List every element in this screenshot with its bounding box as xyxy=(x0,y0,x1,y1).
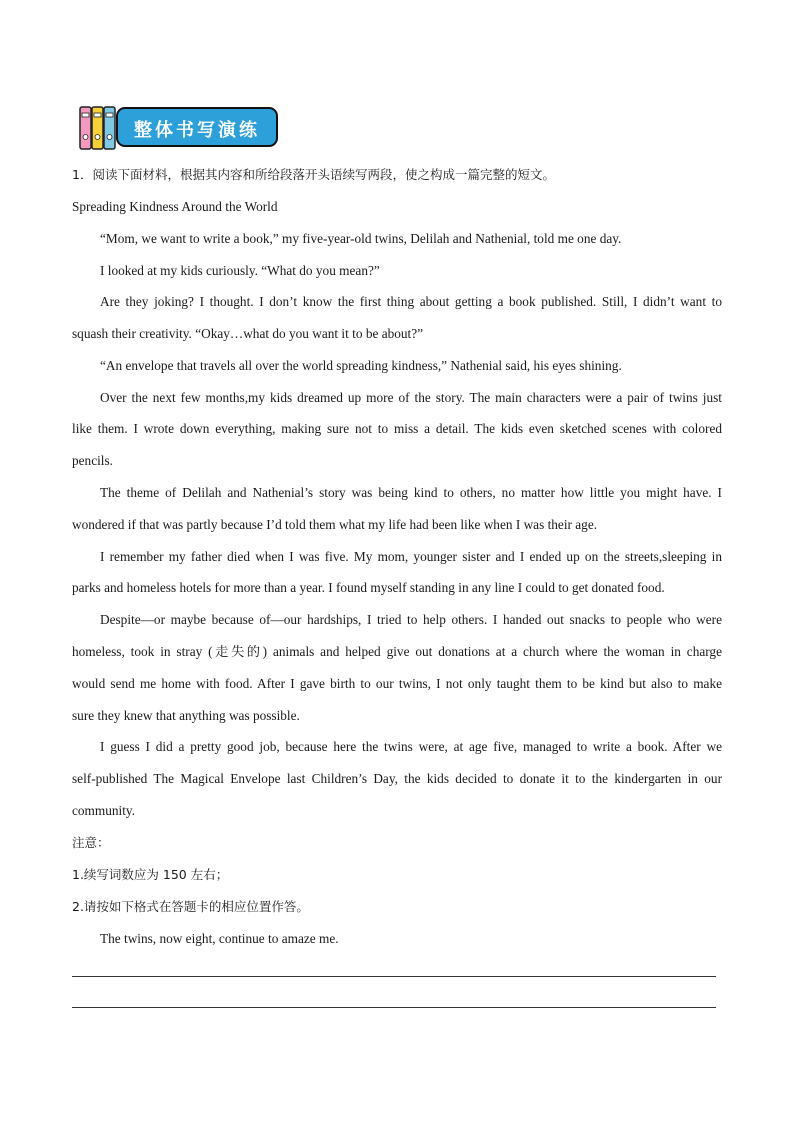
story-title: Spreading Kindness Around the World xyxy=(72,199,278,214)
banner-box xyxy=(116,107,278,147)
section-banner xyxy=(78,103,282,151)
answer-line xyxy=(72,976,716,977)
story-line: “An envelope that travels all over the world spreading kindness,” Nathenial said, his eyes shining. xyxy=(100,358,622,373)
story-line: Are they joking? I thought. I don’t know the first thing about getting a book published. Still, I didn’t want to xyxy=(100,294,722,309)
story-line: I remember my father died when I was five. My mom, younger sister and I ended up on the streets,sleeping in xyxy=(100,549,722,564)
banner-title: 整体书写演练 xyxy=(134,120,260,141)
continuation-start: The twins, now eight, continue to amaze me. xyxy=(100,931,339,946)
answer-line xyxy=(72,1007,716,1008)
notes-heading: 注意： xyxy=(72,835,110,850)
story-line: self-published The Magical Envelope last Children’s Day, the kids decided to donate it to the kindergarten in our xyxy=(72,771,722,786)
story-line: Despite—or maybe because of—our hardships, I tried to help others. I handed out snacks to people who were xyxy=(100,612,722,627)
story-line: squash their creativity. “Okay…what do you want it to be about?” xyxy=(72,326,424,341)
note-item: 1.续写词数应为 150 左右； xyxy=(72,867,229,882)
story-line: parks and homeless hotels for more than a year. I found myself standing in any line I could to get donated food. xyxy=(72,580,665,595)
note-item: 2.请按如下格式在答题卡的相应位置作答。 xyxy=(72,899,309,914)
story-line: I guess I did a pretty good job, because here the twins were, at age five, managed to write a book. After we xyxy=(100,739,722,754)
story-line: wondered if that was partly because I’d told them what my life had been like when I was their age. xyxy=(72,517,598,532)
story-line: homeless, took in stray (走失的) animals and helped give out donations at a church where the woman in charge xyxy=(72,644,722,659)
story-line: would send me home with food. After I gave birth to our twins, I not only taught them to be kind but also to make xyxy=(72,676,722,691)
story-line: Over the next few months,my kids dreamed up more of the story. The main characters were a pair of twins just xyxy=(100,390,722,405)
story-line: The theme of Delilah and Nathenial’s story was being kind to others, no matter how little you might have. I xyxy=(100,485,722,500)
question-instruction: 1．阅读下面材料，根据其内容和所给段落开头语续写两段，使之构成一篇完整的短文。 xyxy=(72,167,555,182)
story-line: community. xyxy=(72,803,136,818)
story-line: like them. I wrote down everything, making sure not to miss a detail. The kids even sketched scenes with colored xyxy=(72,421,722,436)
story-line: pencils. xyxy=(72,453,113,468)
story-line: sure they knew that anything was possible. xyxy=(72,708,300,723)
story-line: I looked at my kids curiously. “What do you mean?” xyxy=(100,263,380,278)
story-line: “Mom, we want to write a book,” my five-year-old twins, Delilah and Nathenial, told me one day. xyxy=(100,231,622,246)
